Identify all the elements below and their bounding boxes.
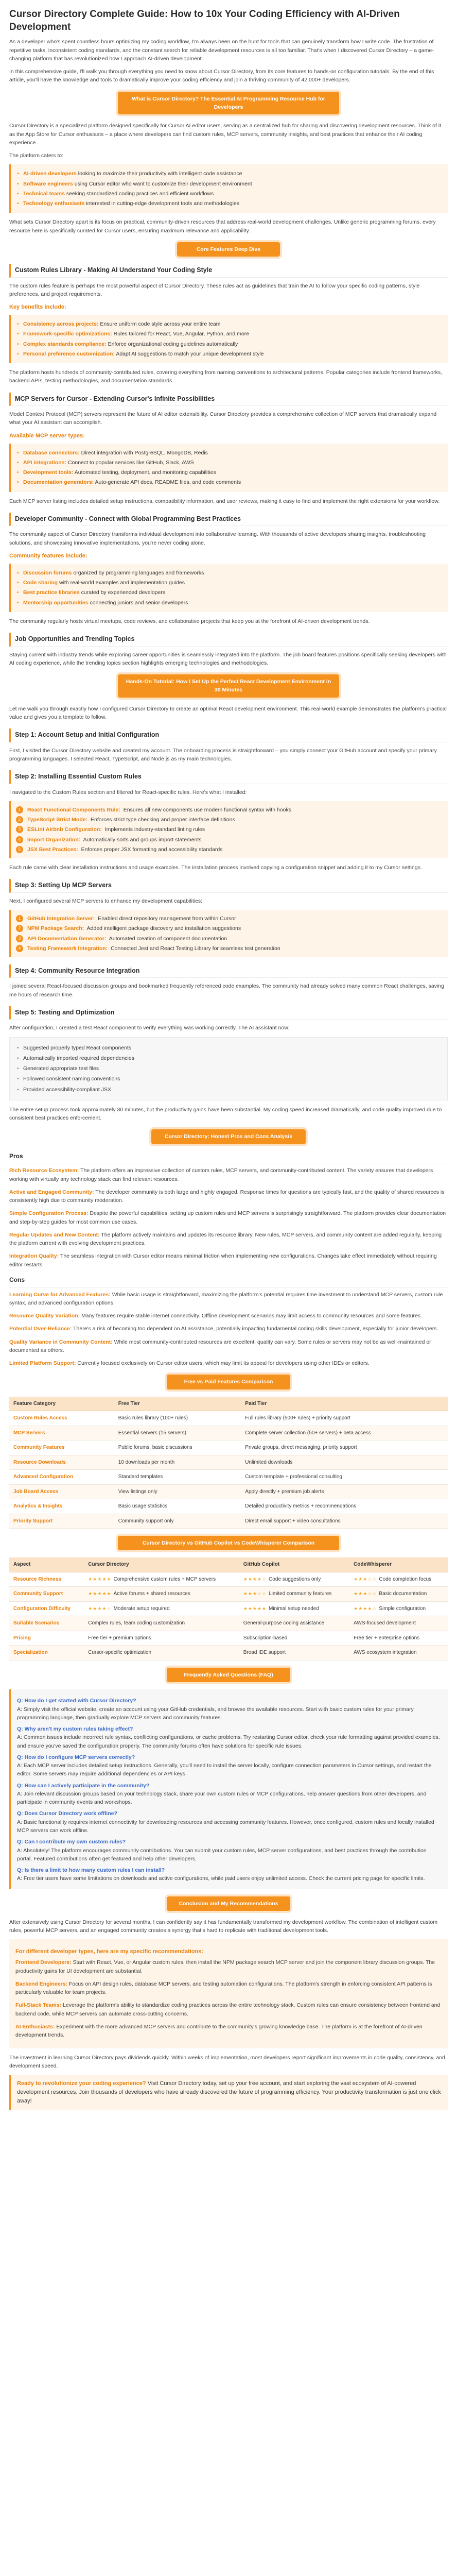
list-item: 2 TypeScript Strict Mode: Enforces strict type checking and proper interface definitions xyxy=(16,816,443,824)
mcp-paragraph: Model Context Protocol (MCP) servers represent the future of AI editor extensibility. Cursor Directory provides a comprehensive collection of MCP servers that dramatically expand what your AI assistant can accomplish. xyxy=(9,411,437,426)
table-header-row xyxy=(9,1557,448,1572)
table-row: Resource Richness ★★★★★ Comprehensive custom rules + MCP servers ★★★★☆ Code suggestions only ★★★☆☆ Code completion focus xyxy=(9,1572,448,1587)
step2-heading: Step 2: Installing Essential Custom Rules xyxy=(9,770,448,784)
list-item: 3 API Documentation Generator: Automated creation of component documentation xyxy=(16,935,443,943)
pro-item: Active and Engaged Community: The developer community is both large and highly engaged. Response times for questions are typically fast, and the quality of shared resources is consistently high due to community moderation. xyxy=(9,1189,445,1204)
community-paragraph: The community aspect of Cursor Directory transforms individual development into collaborative learning. With thousands of active developers sharing insights, troubleshooting solutions, and showcasing innovative implementations, you're never coding alone. xyxy=(9,531,426,546)
rules-benefits-list xyxy=(9,315,448,363)
pro-item: Simple Configuration Process: Despite the powerful capabilities, setting up custom rules and MCP servers is surprisingly straightforward. The platform provides clear documentation and step-by-step guides for most common use cases. xyxy=(9,1210,446,1225)
recommendation-item: AI Enthusiasts: Experiment with the more advanced MCP servers and contribute to the community's growing knowledge base. The platform is at the forefront of AI-driven development trends. xyxy=(15,2024,423,2039)
list-item: 1 GitHub Integration Server: Enabled direct repository management from within Cursor xyxy=(16,914,443,923)
faq-answer: A: Basic functionality requires internet connectivity for downloading resources and accessing community features. However, once configured, custom rules and locally installed MCP servers can work offline. xyxy=(17,1819,434,1834)
recommendation-item: Frontend Developers: Start with React, Vue, or Angular custom rules, then install the NPM package search MCP server and join the component library discussion groups. The productivity gains for UI development are substantial. xyxy=(15,1959,435,1974)
pro-item: Integration Quality: The seamless integration with Cursor editor means minimal friction when implementing new configurations. Changes take effect immediately without requiring editor restarts. xyxy=(9,1253,437,1268)
pros-heading: Pros xyxy=(9,1151,448,1164)
step5-paragraph-2: The entire setup process took approximately 30 minutes, but the productivity gains have been substantial. My coding speed increased dramatically, and code quality improved due to consistent best practices enforcement. xyxy=(9,1106,442,1122)
community-features-list xyxy=(9,564,448,612)
star-rating: ★★★★☆ xyxy=(88,1605,112,1611)
mcp-paragraph-2: Each MCP server listing includes detailed setup instructions, compatibility information, and user reviews, making it easy to find and implement the right extensions for your workflow. xyxy=(9,498,440,504)
list-item: • Development tools: Automated testing, deployment, and monitoring capabilities xyxy=(17,468,442,477)
list-item: • Software engineers using Cursor editor who want to customize their development environment xyxy=(17,180,442,188)
star-rating: ★★★★★ xyxy=(88,1591,112,1597)
comparison-table xyxy=(9,1557,448,1660)
recommendation-item: Full-Stack Teams: Leverage the platform's ability to standardize coding practices across the entire technology stack. Custom rules can ensure consistency between frontend and backend code, while MCP servers can automate cross-cutting concerns. xyxy=(15,2002,441,2017)
section-banner-comparison: Cursor Directory vs GitHub Copilot vs CodeWhisperer Comparison xyxy=(118,1536,339,1550)
step-number-badge: 1 xyxy=(16,806,23,814)
step4-paragraph: I joined several React-focused discussion groups and bookmarked frequently referenced code examples. The community had already solved many common React challenges, saving me hours of research time. xyxy=(9,983,444,998)
con-item: Quality Variance in Community Content: While most community-contributed resources are excellent, quality can vary. Some rules or servers may not be as well-maintained or documented as others. xyxy=(9,1338,431,1353)
faq-question: Q: Why aren't my custom rules taking effect? xyxy=(17,1726,133,1733)
pro-item: Regular Updates and New Content: The platform actively maintains and updates its resource library. New rules, MCP servers, and community content are added regularly, keeping the platform current with evolving development practices. xyxy=(9,1231,442,1247)
table-row: Advanced Configuration Standard templates Custom template + professional consulting xyxy=(9,1470,448,1485)
recommendations-box xyxy=(9,1939,448,2048)
what-is-paragraph: Cursor Directory is a specialized platform designed specifically for Cursor AI editor users, serving as a centralized hub for sharing and discovering development resources. Think of it as the App Store for Cursor enthusiasts – a place where developers can find custom rules, MCP servers, community insights, and best practices that enhance their AI coding experience. xyxy=(9,123,442,146)
recommendations-heading: For different developer types, here are my specific recommendations: xyxy=(15,1948,203,1955)
list-item: • AI-driven developers looking to maximize their productivity with intelligent code assistance xyxy=(17,170,442,178)
star-rating: ★★★★☆ xyxy=(243,1576,267,1582)
table-row: Pricing Free tier + premium options Subscription-based Free tier + enterprise options xyxy=(9,1631,448,1646)
faq-answer: A: Free tier users have some limitations on downloads and active configurations, while paid users enjoy unlimited access. Check the current pricing page for specific limits. xyxy=(17,1875,425,1882)
step-number-badge: 3 xyxy=(16,826,23,833)
list-item: • Code sharing with real-world examples and implementation guides xyxy=(17,579,442,587)
step5-results-list xyxy=(9,1037,448,1100)
star-rating: ★★★☆☆ xyxy=(243,1591,267,1597)
intro-paragraph: As a developer who's spent countless hours optimizing my coding workflow, I'm always been on the hunt for tools that can genuinely transform how I write code. The frustration of repetitive tasks, inconsistent coding standards, and the constant search for reliable development resources is all too familiar. That's when I discovered Cursor Directory – a game-changing platform that has revolutionized how I approach AI-driven development. xyxy=(9,39,434,62)
con-item: Potential Over-Reliance: There's a risk of becoming too dependent on AI assistance, potentially impacting fundamental coding skills development, especially for junior developers. xyxy=(9,1326,438,1332)
step2-paragraph-2: Each rule came with clear installation instructions and usage examples. The installation process involved copying a configuration snippet and adding it to my Cursor settings. xyxy=(9,865,422,871)
step4-heading: Step 4: Community Resource Integration xyxy=(9,964,448,978)
column-header: Feature Category xyxy=(9,1397,114,1411)
faq-question: Q: How can I actively participate in the community? xyxy=(17,1782,150,1789)
star-rating: ★★★★☆ xyxy=(354,1605,377,1611)
conclusion-paragraph-2: The investment in learning Cursor Directory pays dividends quickly. Within weeks of implementation, most developers report significant improvements in code quality, consistency, and development speed. xyxy=(9,2054,445,2069)
faq-list xyxy=(9,1689,448,1889)
step3-heading: Step 3: Setting Up MCP Servers xyxy=(9,879,448,892)
faq-question: Q: Is there a limit to how many custom rules I can install? xyxy=(17,1867,165,1874)
list-item: • Personal preference customization: Adapt AI suggestions to match your unique development style xyxy=(17,350,442,358)
step-number-badge: 4 xyxy=(16,836,23,843)
list-item: • Followed consistent naming conventions xyxy=(17,1075,440,1083)
faq-question: Q: How do I configure MCP servers correctly? xyxy=(17,1754,135,1760)
list-item: • Technology enthusiasts interested in cutting-edge development tools and methodologies xyxy=(17,199,442,208)
step2-paragraph: I navigated to the Custom Rules section and filtered for React-specific rules. Here's what I installed: xyxy=(9,789,247,795)
section-banner-pros-cons: Cursor Directory: Honest Pros and Cons Analysis xyxy=(151,1129,306,1144)
list-item: • Provided accessibility-compliant JSX xyxy=(17,1086,440,1094)
article-title: Cursor Directory Complete Guide: How to 10x Your Coding Efficiency with AI-Driven Development xyxy=(9,9,400,32)
cta-text: Visit Cursor Directory today, set up your free account, and start exploring the vast ecosystem of AI-powered development resources. Join thousands of developers who have already discovered the future of programming efficiency. Your productivity transformation is just one click away! xyxy=(17,2080,441,2105)
column-header: GitHub Copilot xyxy=(239,1557,349,1572)
intro-paragraph: In this comprehensive guide, I'll walk you through everything you need to know about Cursor Directory, from its core features to hands-on configuration tutorials. By the end of this article, you'll have the knowledge and tools to dramatically improve your coding efficiency and join a thriving community of 42,000+ developers. xyxy=(9,69,434,83)
column-header: Cursor Directory xyxy=(84,1557,239,1572)
list-item: • Framework-specific optimizations: Rules tailored for React, Vue, Angular, Python, and more xyxy=(17,330,442,338)
rules-heading: Custom Rules Library - Making AI Understand Your Coding Style xyxy=(9,264,448,277)
step-number-badge: 1 xyxy=(16,915,23,922)
step-number-badge: 3 xyxy=(16,935,23,942)
star-rating: ★★★☆☆ xyxy=(354,1591,377,1597)
list-item: • API integrations: Connect to popular services like GitHub, Slack, AWS xyxy=(17,459,442,467)
table-row: Resource Downloads 10 downloads per month Unlimited downloads xyxy=(9,1455,448,1470)
step2-rules-list xyxy=(9,801,448,858)
list-item: • Best practice libraries curated by experienced developers xyxy=(17,588,442,597)
list-item: 3 ESLint Airbnb Configuration: Implements industry-standard linting rules xyxy=(16,825,443,834)
list-item: • Automatically imported required dependencies xyxy=(17,1054,440,1062)
column-header: Aspect xyxy=(9,1557,84,1572)
step-number-badge: 2 xyxy=(16,816,23,823)
table-header-row xyxy=(9,1397,448,1411)
con-item: Learning Curve for Advanced Features: While basic usage is straightforward, maximizing the platform's potential requires time investment to understand MCP servers, custom rule syntax, and advanced configuration options. xyxy=(9,1291,443,1306)
pro-item: Rich Resource Ecosystem: The platform offers an impressive collection of custom rules, MCP servers, and community-contributed content. The variety ensures that developers working with virtually any technology stack can find relevant resources. xyxy=(9,1167,433,1182)
faq-question: Q: How do I get started with Cursor Directory? xyxy=(17,1698,136,1704)
step3-mcp-list xyxy=(9,910,448,957)
section-banner-conclusion: Conclusion and My Recommendations xyxy=(167,1896,290,1911)
what-sets-paragraph: What sets Cursor Directory apart is its focus on practical, community-driven resources that address real-world development challenges. Unlike generic programming forums, every resource here is specifically curated for Cursor users, ensuring maximum relevance and applicability. xyxy=(9,219,436,234)
jobs-paragraph: Staying current with industry trends while exploring career opportunities is seamlessly integrated into the platform. The job board features positions specifically seeking developers with AI coding experience, while the trending topics section highlights emerging technologies and methodologies. xyxy=(9,651,447,666)
star-rating: ★★★☆☆ xyxy=(354,1576,377,1582)
table-row: Custom Rules Access Basic rules library (100+ rules) Full rules library (500+ rules) + priority support xyxy=(9,1411,448,1426)
list-item: 4 Import Organization: Automatically sorts and groups import statements xyxy=(16,836,443,844)
rules-paragraph: The custom rules feature is perhaps the most powerful aspect of Cursor Directory. These rules act as guidelines that train the AI to follow your specific coding patterns, style preferences, and project requirements. xyxy=(9,282,420,297)
mcp-types-list xyxy=(9,444,448,492)
faq-answer: A: Join relevant discussion groups based on your technology stack, share your own custom rules or MCP configurations, help answer questions from other developers, and participate in community events and workshops. xyxy=(17,1790,427,1806)
list-item: • Generated appropriate test files xyxy=(17,1064,440,1073)
list-item: • Documentation generators: Auto-generate API docs, README files, and code comments xyxy=(17,478,442,486)
tutorial-paragraph: Let me walk you through exactly how I configured Cursor Directory to create an optimal React development environment. This real-world example demonstrates the platform's practical value and gives you a template to follow. xyxy=(9,705,447,720)
step5-heading: Step 5: Testing and Optimization xyxy=(9,1006,448,1020)
cta-callout xyxy=(9,2075,448,2110)
step5-paragraph: After configuration, I created a test React component to verify everything was working correctly. The AI assistant now: xyxy=(9,1025,290,1031)
faq-answer: A: Common issues include incorrect rule syntax, conflicting configurations, or cache problems. Try restarting Cursor editor, check your rule formatting against provided examples, and ensure you've saved the configuration properly. The community forums often have solutions for specific rule issues. xyxy=(17,1734,440,1749)
table-row: Configuration Difficulty ★★★★☆ Moderate setup required ★★★★★ Minimal setup needed ★★★★☆ Simple configuration xyxy=(9,1601,448,1616)
mcp-types-heading: Available MCP server types: xyxy=(9,432,85,439)
section-banner-pricing: Free vs Paid Features Comparison xyxy=(167,1375,290,1389)
community-heading: Developer Community - Connect with Global Programming Best Practices xyxy=(9,513,448,526)
table-row: Priority Support Community support only Direct email support + video consultations xyxy=(9,1514,448,1529)
what-is-paragraph: The platform caters to: xyxy=(9,152,64,159)
section-banner-tutorial: Hands-On Tutorial: How I Set Up the Perfect React Development Environment in 30 Minutes xyxy=(118,674,339,698)
list-item: 2 NPM Package Search: Added intelligent package discovery and installation suggestions xyxy=(16,924,443,933)
step1-heading: Step 1: Account Setup and Initial Configuration xyxy=(9,728,448,742)
community-paragraph-2: The community regularly hosts virtual meetups, code reviews, and collaborative projects that keep you at the forefront of AI-driven development trends. xyxy=(9,618,370,624)
con-item: Resource Quality Variation: Many features require stable internet connectivity. Offline development scenarios may limit access to community resources and some features. xyxy=(9,1313,423,1319)
list-item: • Consistency across projects: Ensure uniform code style across your entire team xyxy=(17,320,442,328)
step-number-badge: 5 xyxy=(16,846,23,853)
con-item: Limited Platform Support: Currently focused exclusively on Cursor editor users, which may limit its appeal for developers using other IDEs or editors. xyxy=(9,1360,370,1367)
list-item: • Suggested properly typed React components xyxy=(17,1044,440,1052)
star-rating: ★★★★★ xyxy=(88,1576,112,1582)
step-number-badge: 4 xyxy=(16,945,23,952)
list-item: • Complex standards compliance: Enforce organizational coding guidelines automatically xyxy=(17,340,442,348)
table-row: Job Board Access View listings only Apply directly + premium job alerts xyxy=(9,1484,448,1499)
step-number-badge: 2 xyxy=(16,925,23,932)
audience-list xyxy=(9,164,448,213)
rules-paragraph-2: The platform hosts hundreds of community-contributed rules, covering everything from naming conventions to architectural patterns. Popular categories include frontend frameworks, backend APIs, testing methodologies, and documentation standards. xyxy=(9,369,442,384)
list-item: • Mentorship opportunities connecting juniors and senior developers xyxy=(17,599,442,607)
cons-list xyxy=(9,1291,448,1368)
list-item: • Database connectors: Direct integration with PostgreSQL, MongoDB, Redis xyxy=(17,449,442,457)
list-item: • Technical teams seeking standardized coding practices and efficient workflows xyxy=(17,190,442,198)
list-item: • Discussion forums organized by programming languages and frameworks xyxy=(17,569,442,577)
cta-lead: Ready to revolutionize your coding experience? xyxy=(17,2080,146,2087)
list-item: 5 JSX Best Practices: Enforces proper JSX formatting and accessibility standards xyxy=(16,845,443,854)
list-item: 4 Testing Framework Integration: Connected Jest and React Testing Library for seamless test generation xyxy=(16,944,443,953)
section-banner-features: Core Features Deep Dive xyxy=(177,242,280,257)
section-banner-faq: Frequently Asked Questions (FAQ) xyxy=(167,1668,290,1682)
column-header: Paid Tier xyxy=(241,1397,448,1411)
pros-list xyxy=(9,1166,448,1269)
section-banner-what-is: What is Cursor Directory? The Essential AI Programming Resource Hub for Developers xyxy=(118,92,339,115)
column-header: Free Tier xyxy=(114,1397,241,1411)
community-features-heading: Community features include: xyxy=(9,552,87,559)
list-item: 1 React Functional Components Rule: Ensures all new components use modern functional syntax with hooks xyxy=(16,806,443,814)
faq-answer: A: Absolutely! The platform encourages community contributions. You can submit your custom rules, MCP server configurations, and best practices through the contribution portal. Featured contributions often get featured and help other developers. xyxy=(17,1847,427,1862)
table-row: Specialization Cursor-specific optimization Broad IDE support AWS ecosystem integration xyxy=(9,1646,448,1660)
column-header: CodeWhisperer xyxy=(349,1557,448,1572)
faq-answer: A: Simply visit the official website, create an account using your GitHub credentials, and browse the available resources. Start with basic custom rules for your primary programming language, then gradually explore MCP servers and community features. xyxy=(17,1706,414,1721)
mcp-heading: MCP Servers for Cursor - Extending Cursor's Infinite Possibilities xyxy=(9,393,448,406)
step3-paragraph: Next, I configured several MCP servers to enhance my development capabilities: xyxy=(9,897,203,904)
faq-answer: A: Each MCP server includes detailed setup instructions. Generally, you'll need to install the server locally, configure connection parameters in Cursor settings, and restart the editor. Some servers may require additional dependencies or API keys. xyxy=(17,1762,432,1777)
step1-paragraph: First, I visited the Cursor Directory website and created my account. The onboarding process is straightforward – you simply connect your GitHub account and specify your primary programming languages. I selected React, TypeScript, and Node.js as my main technologies. xyxy=(9,747,437,762)
conclusion-paragraph: After extensively using Cursor Directory for several months, I can confidently say it has fundamentally transformed my development workflow. The combination of intelligent custom rules, powerful MCP servers, and an engaged community creates a synergy that's hard to replicate with traditional development tools. xyxy=(9,1919,438,1934)
cons-heading: Cons xyxy=(9,1275,448,1287)
faq-question: Q: Can I contribute my own custom rules? xyxy=(17,1839,126,1845)
jobs-heading: Job Opportunities and Trending Topics xyxy=(9,633,448,646)
pricing-table xyxy=(9,1397,448,1529)
star-rating: ★★★★★ xyxy=(243,1605,267,1611)
rules-benefits-heading: Key benefits include: xyxy=(9,304,66,311)
table-row: Analytics & Insights Basic usage statistics Detailed productivity metrics + recommendations xyxy=(9,1499,448,1514)
recommendation-item: Backend Engineers: Focus on API design rules, database MCP servers, and testing automation configurations. The platform's strength in enforcing consistent API patterns is particularly valuable for team projects. xyxy=(15,1980,432,1996)
table-row: Community Support ★★★★★ Active forums + shared resources ★★★☆☆ Limited community features ★★★☆☆ Basic documentation xyxy=(9,1587,448,1602)
table-row: MCP Servers Essential servers (15 servers) Complete server collection (50+ servers) + beta access xyxy=(9,1426,448,1440)
faq-question: Q: Does Cursor Directory work offline? xyxy=(17,1810,117,1817)
table-row: Suitable Scenarios Complex rules, team coding customization General-purpose coding assistance AWS-focused development xyxy=(9,1616,448,1631)
table-row: Community Features Public forums, basic discussions Private groups, direct messaging, priority support xyxy=(9,1440,448,1455)
